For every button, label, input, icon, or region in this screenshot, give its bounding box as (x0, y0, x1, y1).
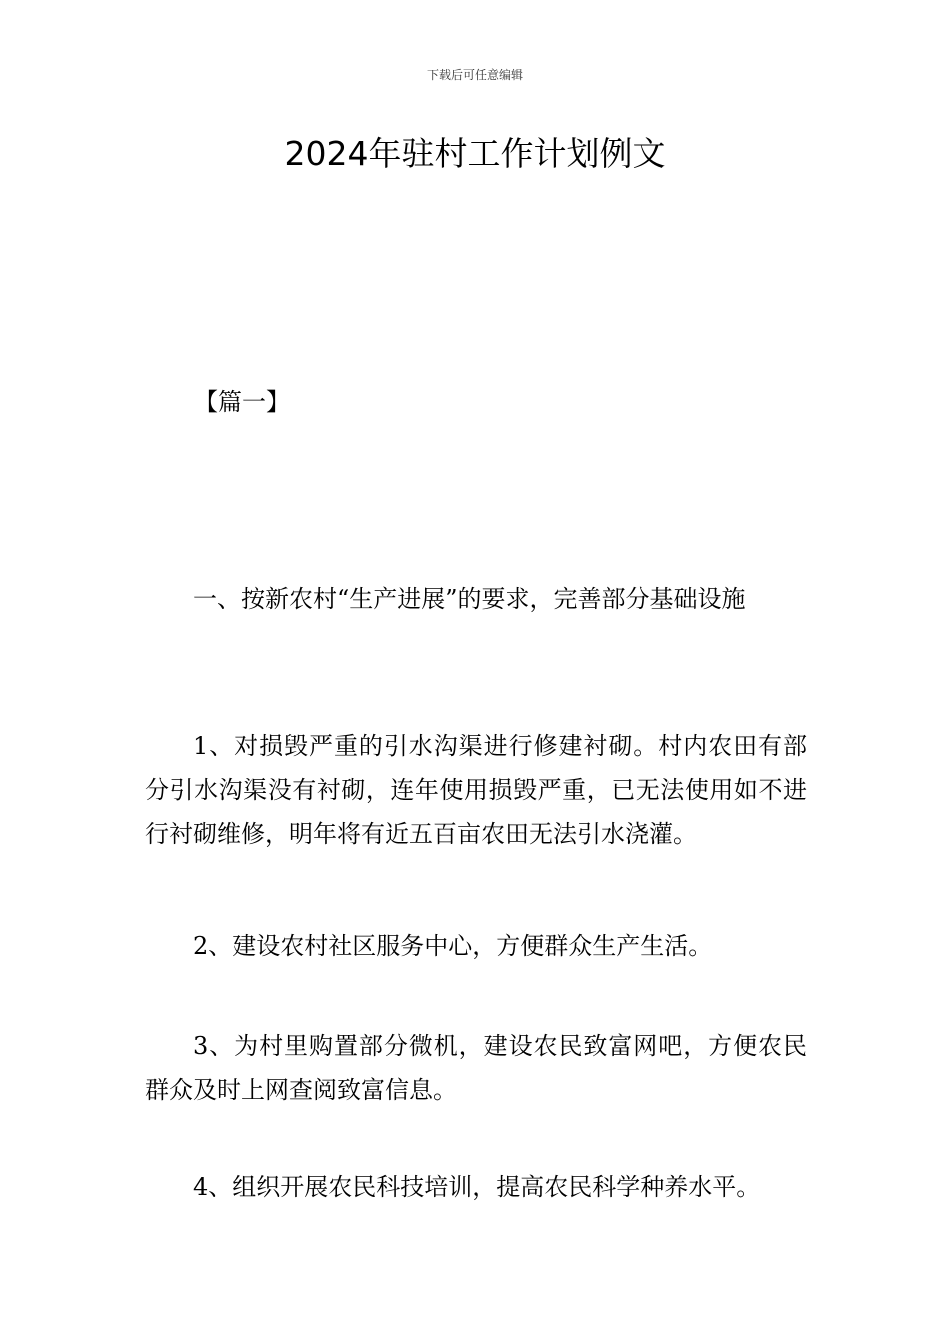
document-title: 2024年驻村工作计划例文 (284, 134, 666, 173)
paragraph-5: 4、组织开展农民科技培训，提高农民科学种养水平。 (193, 1173, 761, 1201)
header-note: 下载后可任意编辑 (426, 68, 523, 82)
paragraph-1: 一、按新农村“生产进展”的要求，完善部分基础设施 (193, 585, 746, 613)
paragraph-2: 1、对损毁严重的引水沟渠进行修建衬砌。村内农田有部分引水沟渠没有衬砌，连年使用损毁严重，已无法使用如不进行衬砌维修，明年将有近五百亩农田无法引水浇灌。 (145, 732, 807, 848)
paragraph-3: 2、建设农村社区服务中心，方便群众生产生活。 (193, 932, 713, 960)
section-label: 【篇一】 (194, 388, 290, 416)
paragraph-4: 3、为村里购置部分微机，建设农民致富网吧，方便农民群众及时上网查阅致富信息。 (145, 1032, 807, 1104)
